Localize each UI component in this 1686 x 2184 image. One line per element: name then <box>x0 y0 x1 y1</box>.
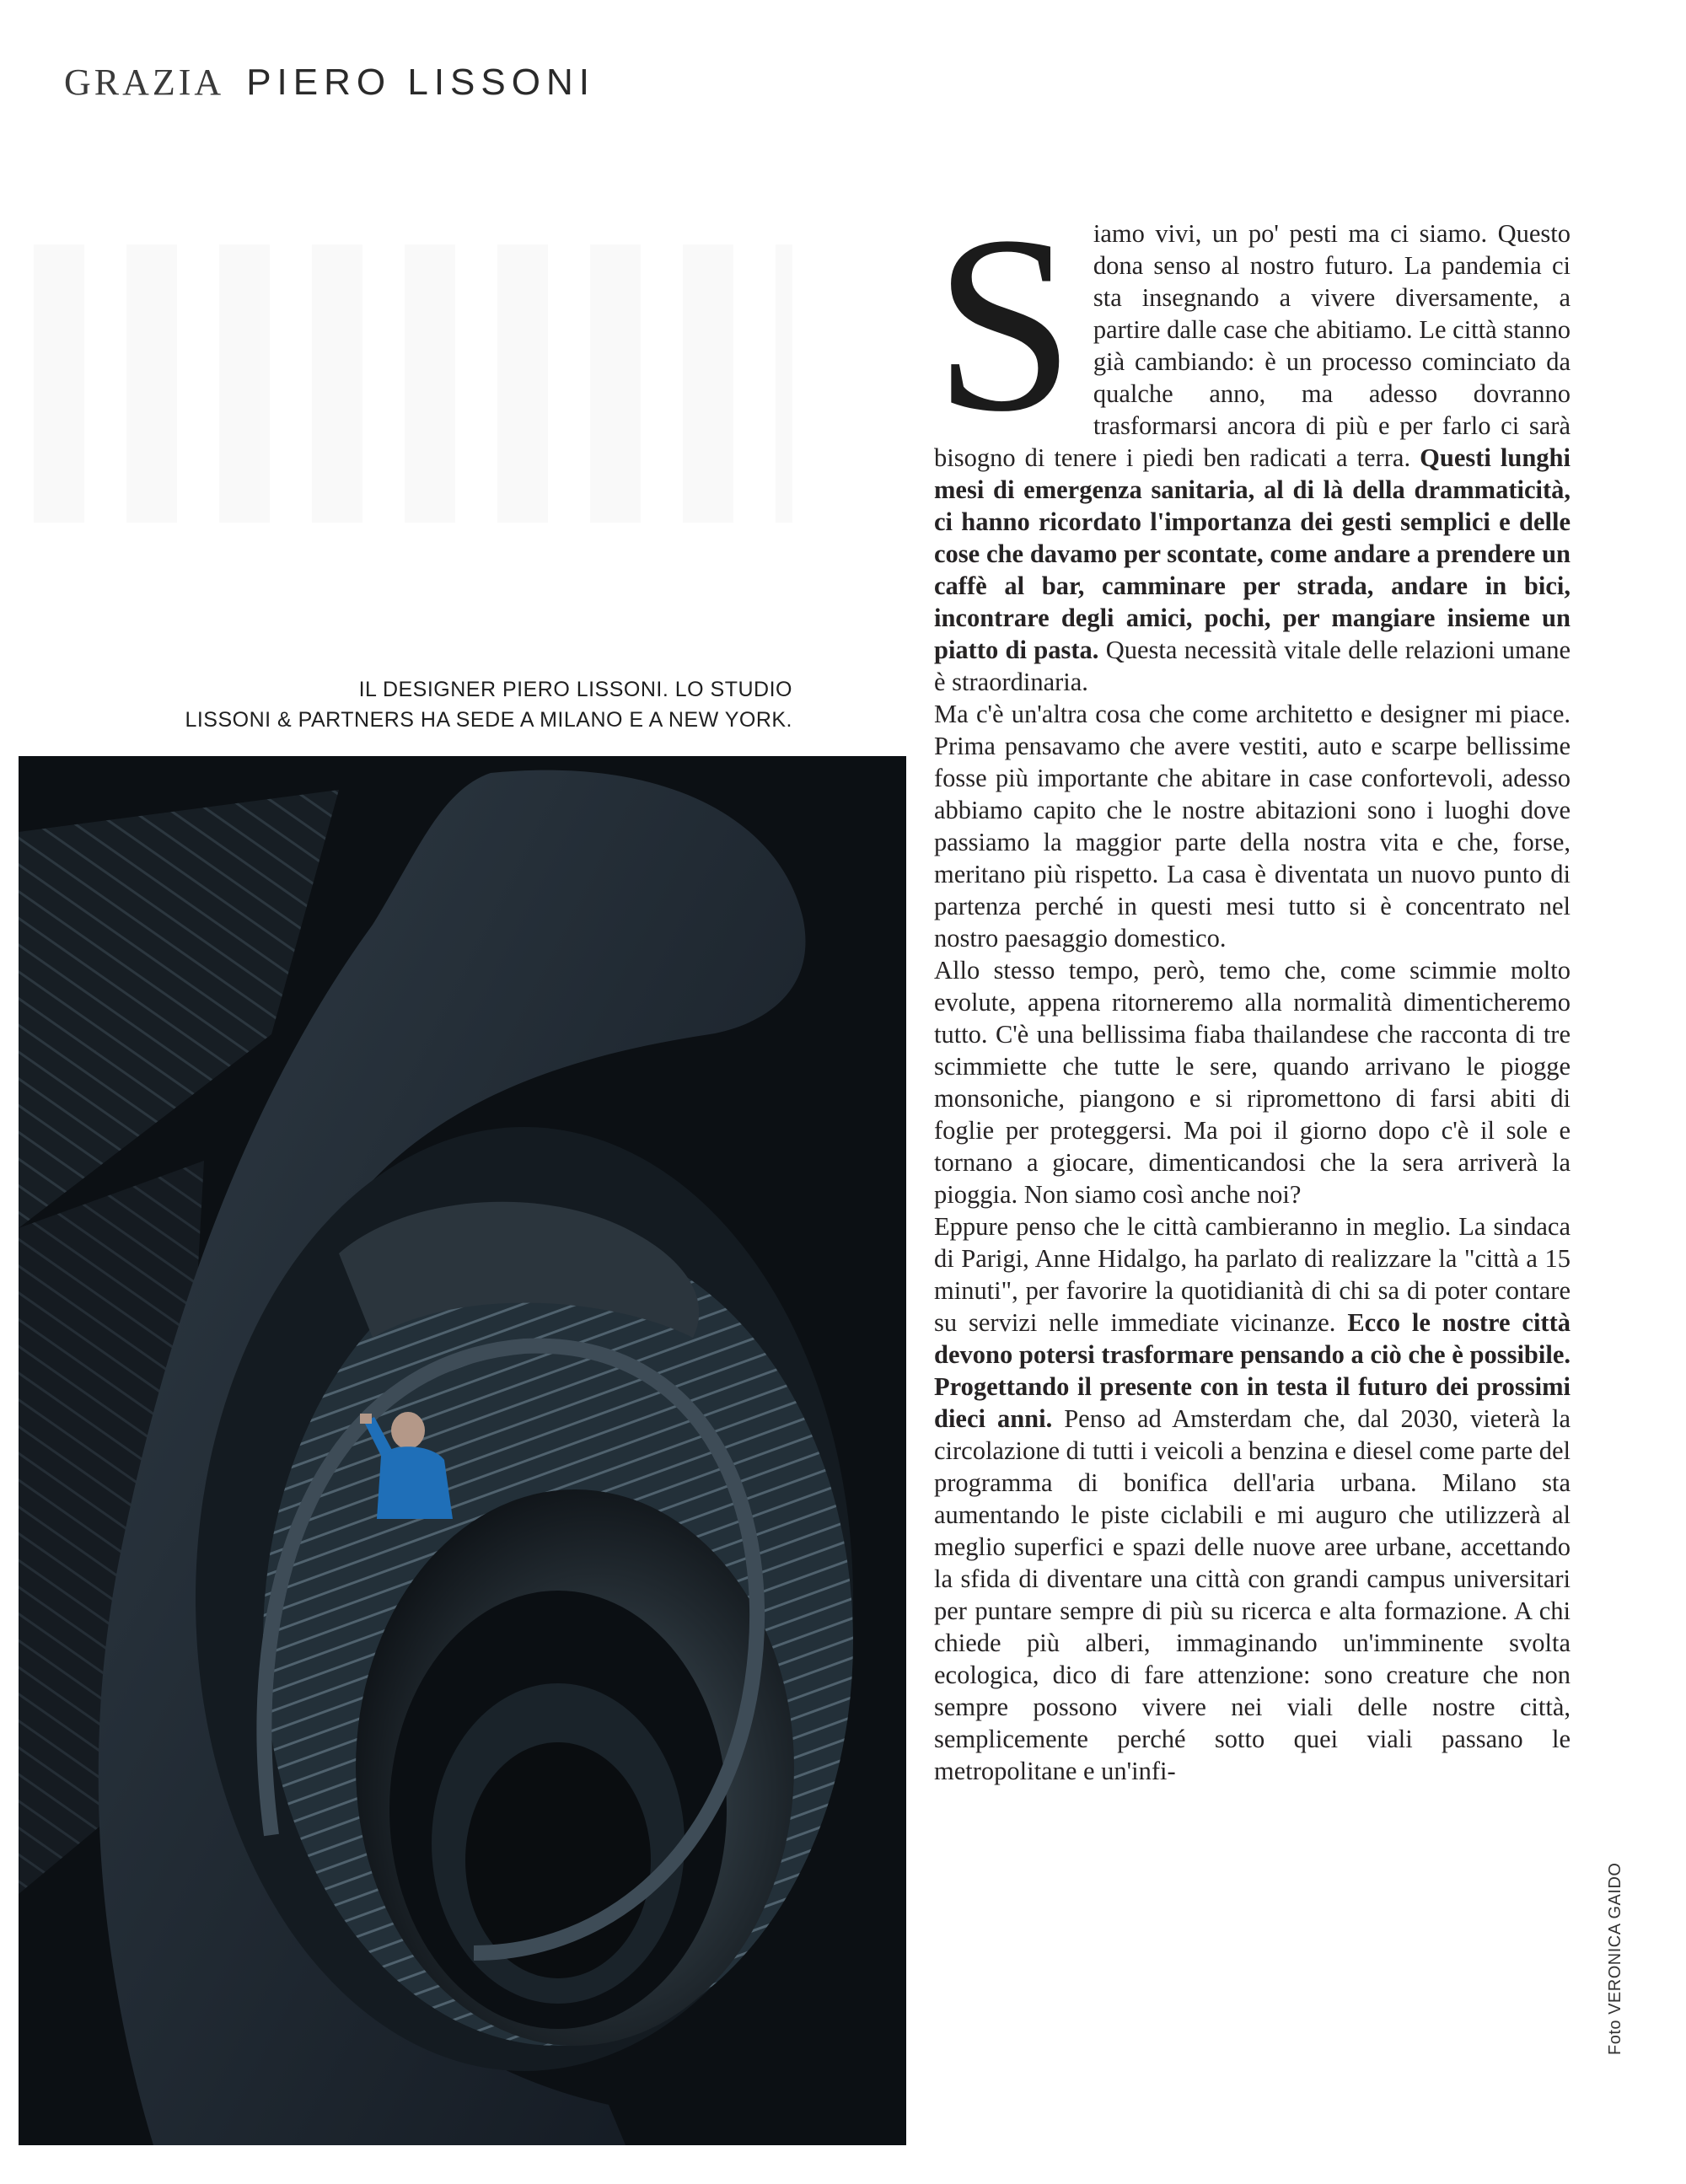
paragraph-1-lead: iamo vivi, un po' pesti ma ci siamo. Questo dona senso al nostro futuro. La pandemia ci sta insegnando a vivere diversamente, a partire dalle case che abitiamo. Le città stanno già cambiando: è un processo cominciato da qualche anno, ma adesso dovranno trasformarsi ancora di più e per farlo ci sarà bisogno di tenere i piedi ben radicati a terra. <box>934 219 1571 472</box>
magazine-logo: GRAZIA <box>64 62 225 103</box>
show-through-background <box>34 244 792 523</box>
paragraph-2: Ma c'è un'altra cosa che come architetto e designer mi piace. Prima pensavamo che avere vestiti, auto e scarpe bellissime fosse più importante che abitare in case confortevoli, adesso abbiamo capito che le nostre abitazioni sono i luoghi dove passiamo la maggior parte della nostra vita e che, forse, meritano più rispetto. La casa è diventata un nuovo punto di partenza perché in questi mesi tutto si è concentrato nel nostro paesaggio domestico. <box>934 700 1571 952</box>
staircase-photo <box>19 756 906 2145</box>
photo-caption <box>169 674 792 735</box>
paragraph-4-tail: Penso ad Amsterdam che, dal 2030, vieterà la circolazione di tutti i veicoli a benzina e diesel come parte del programma di bonifica dell'aria urbana. Milano sta aumentando le piste ciclabili e mi auguro che utilizzerà al meglio superfici e spazi delle nuove aree urbane, accettando la sfida di diventare una città con grandi campus universitari per puntare sempre di più su ricerca e alta formazione. A chi chiede più alberi, immaginando un'imminente svolta ecologica, dico di fare attenzione: sono creature che non sempre possono vivere nei viali delle nostre città, semplicemente perché sotto quei viali passano le metropolitane e un'infi- <box>934 1404 1571 1785</box>
page-header <box>64 61 595 120</box>
article-body <box>934 184 1571 1787</box>
section-title: PIERO LISSONI <box>246 62 595 103</box>
paragraph-3: Allo stesso tempo, però, temo che, come scimmie molto evolute, appena ritorneremo alla normalità dimenticheremo tutto. C'è una bellissima fiaba thailandese che racconta di tre scimmiette che tutte le sere, quando arrivano le piogge monsoniche, piangono e si ripromettono di farsi abiti di foglie per proteggersi. Ma poi il giorno dopo c'è il sole e tornano a giocare, dimenticandosi che la sera arriverà la pioggia. Non siamo così anche noi? <box>934 956 1571 1209</box>
photo-credit: Foto VERONICA GAIDO <box>1606 1862 1624 2055</box>
paragraph-4 <box>934 1210 1571 1787</box>
caption-line-2: LISSONI & PARTNERS HA SEDE A MILANO E A NEW YORK. <box>185 708 792 732</box>
paragraph-4-lead: Eppure penso che le città cambieranno in meglio. La sindaca di Parigi, Anne Hidalgo, ha parlato di realizzare la "città a 15 minuti", per favorire la quotidianità di chi sa di poter contare su servizi nelle immediate vicinanze. <box>934 1212 1571 1337</box>
spiral-staircase-icon <box>19 756 906 2145</box>
paragraph-1-bold: Questi lunghi mesi di emergenza sanitaria, al di là della drammaticità, ci hanno ricordato l'importanza dei gesti semplici e delle cose che davamo per scontate, come andare a prendere un caffè al bar, camminare per strada, andare in bici, incontrare degli amici, pochi, per mangiare insieme un piatto di pasta. <box>934 443 1571 664</box>
caption-line-1: IL DESIGNER PIERO LISSONI. LO STUDIO <box>358 678 792 701</box>
paragraph-4-bold: Ecco le nostre città devono potersi trasformare pensando a ciò che è possibile. Progettando il presente con in testa il futuro dei prossimi dieci anni. <box>934 1308 1571 1433</box>
paragraph-1-tail: Questa necessità vitale delle relazioni umane è straordinaria. <box>934 636 1571 696</box>
drop-cap: S <box>934 184 1075 464</box>
